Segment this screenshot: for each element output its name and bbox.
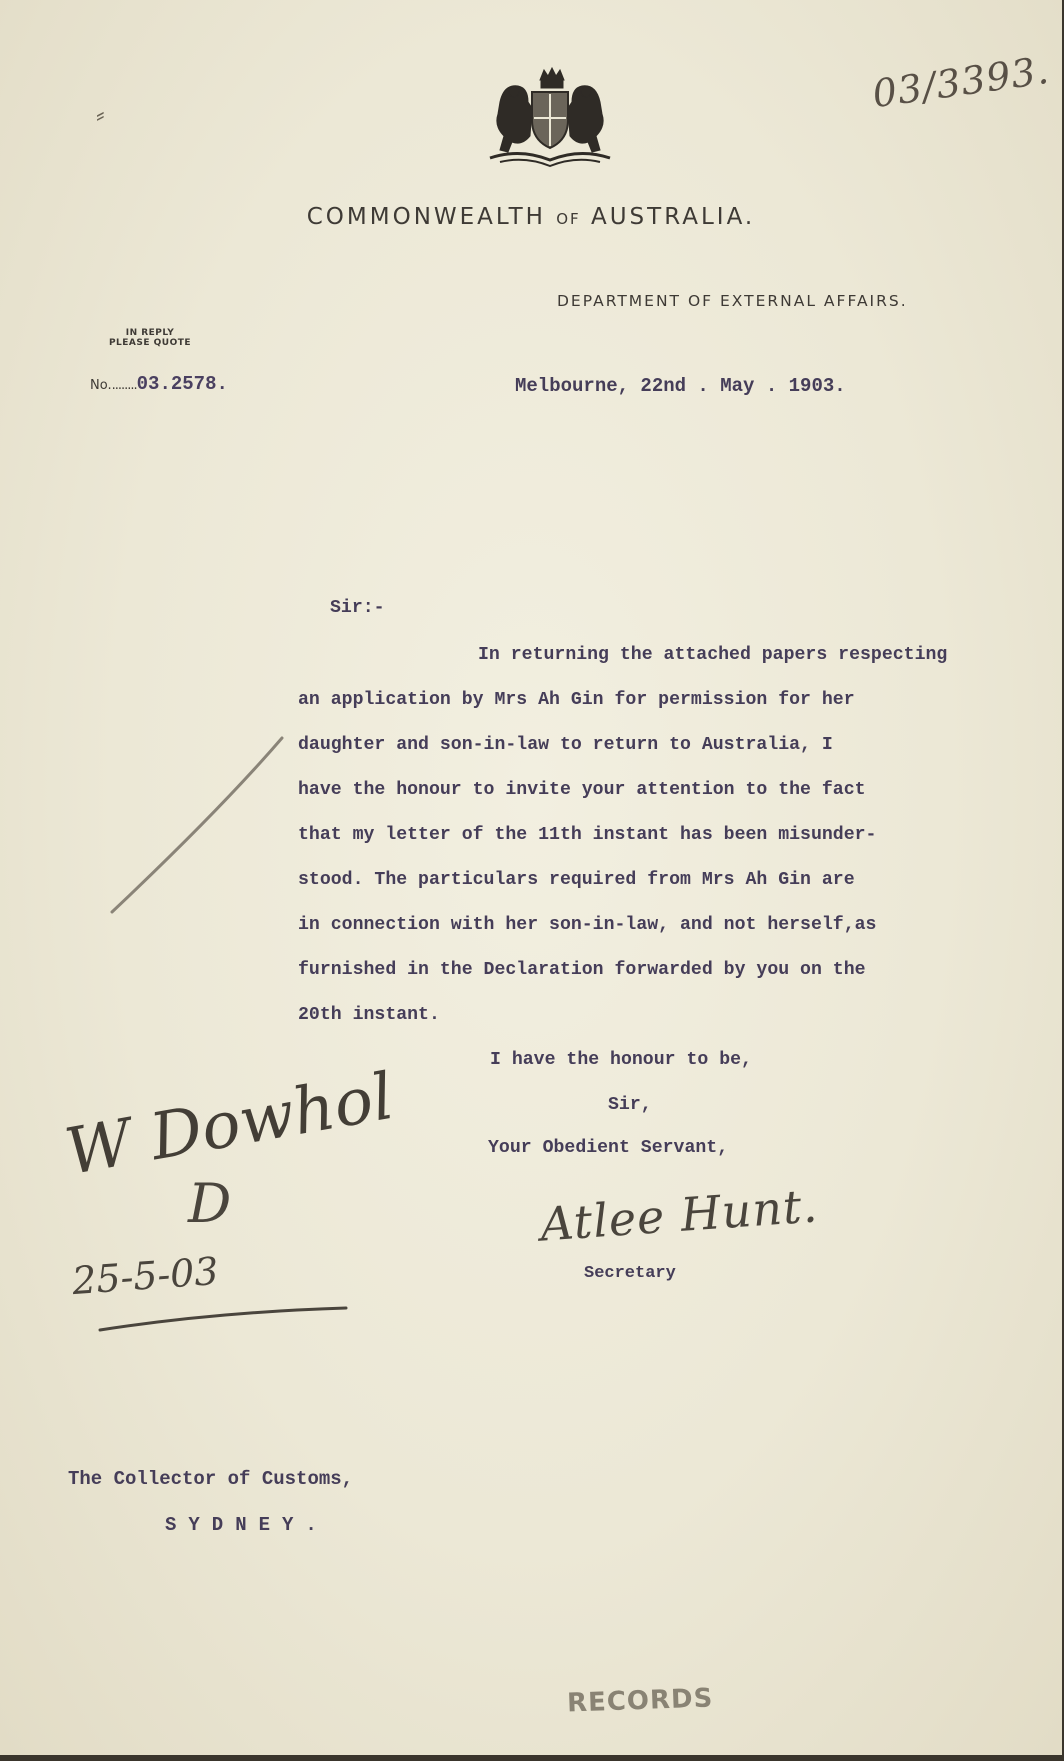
signatory-title: Secretary	[584, 1264, 676, 1283]
secretary-signature: Atlee Hunt.	[538, 1178, 820, 1252]
department-name: DEPARTMENT OF EXTERNAL AFFAIRS.	[557, 292, 908, 310]
pen-stroke-mark	[100, 730, 300, 920]
closing-line-1: I have the honour to be,	[490, 1050, 752, 1070]
corner-pencil-mark: ⸗	[96, 100, 105, 129]
addressee-line-1: The Collector of Customs,	[68, 1468, 354, 1490]
coat-of-arms-icon	[470, 62, 630, 172]
margin-handwritten-name: W Dowhol	[60, 1059, 399, 1191]
closing-line-2: Sir,	[608, 1095, 652, 1115]
body-line-8: furnished in the Declaration forwarded by you on the	[298, 960, 866, 980]
body-line-1: In returning the attached papers respecting	[478, 645, 948, 665]
margin-handwritten-initial: D	[188, 1172, 232, 1235]
date-line: Melbourne, 22nd . May . 1903.	[515, 375, 846, 397]
in-reply-notice	[90, 328, 210, 348]
body-line-4: have the honour to invite your attention to the fact	[298, 780, 866, 800]
in-reply-line-2: PLEASE QUOTE	[108, 338, 192, 348]
body-line-7: in connection with her son-in-law, and not herself,as	[298, 915, 877, 935]
in-reply-line-1: IN REPLY	[125, 328, 175, 338]
margin-handwritten-date: 25-5-03	[70, 1248, 220, 1304]
title-word-commonwealth: COMMONWEALTH	[306, 204, 546, 230]
salutation: Sir:-	[330, 598, 385, 618]
body-line-5: that my letter of the 11th instant has been misunder-	[298, 825, 877, 845]
closing-line-3: Your Obedient Servant,	[488, 1138, 729, 1158]
reference-value: 03.2578.	[136, 373, 228, 395]
reference-dots: ........	[111, 378, 137, 393]
title-word-of: OF	[556, 210, 581, 228]
body-line-3: daughter and son-in-law to return to Australia, I	[298, 735, 833, 755]
addressee-line-2: SYDNEY.	[165, 1514, 329, 1536]
margin-underline-mark	[96, 1290, 356, 1340]
body-line-2: an application by Mrs Ah Gin for permission for her	[298, 690, 855, 710]
body-line-9: 20th instant.	[298, 1005, 440, 1025]
body-line-6: stood. The particulars required from Mrs Ah Gin are	[298, 870, 855, 890]
handwritten-file-number: 03/3393.	[869, 47, 1053, 117]
title-word-australia: AUSTRALIA.	[590, 204, 756, 230]
reference-number-line	[90, 373, 228, 395]
records-stamp: RECORDS	[566, 1683, 714, 1719]
reference-label: No.	[90, 378, 112, 393]
letterhead-title	[0, 204, 1062, 230]
